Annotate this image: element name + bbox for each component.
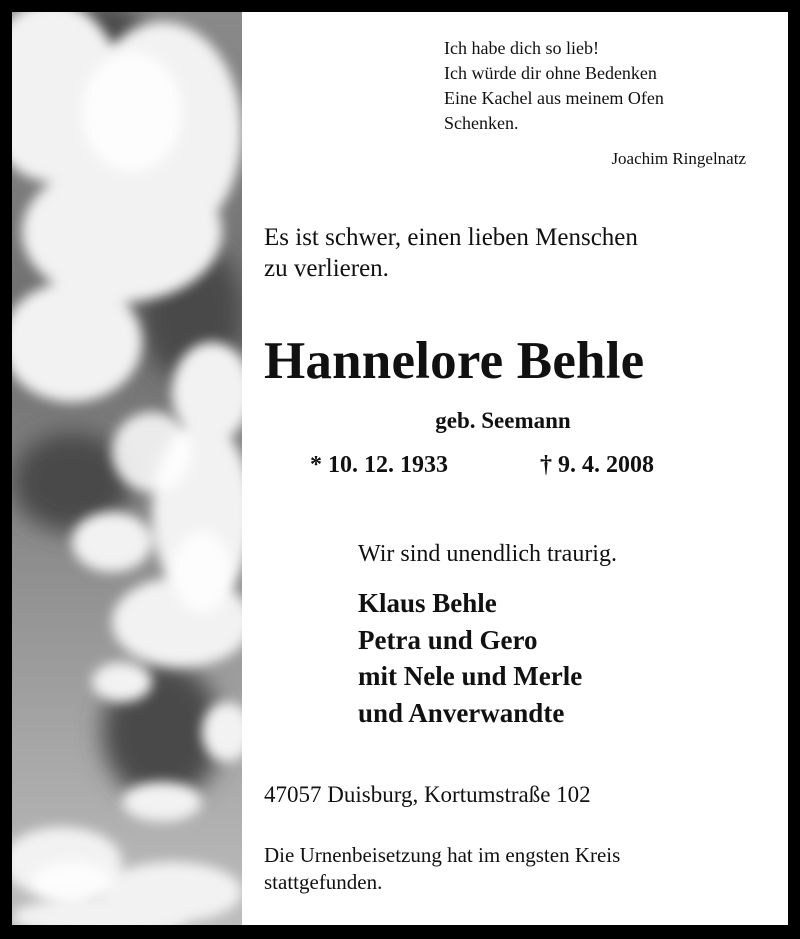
poem [444,36,764,136]
death-date: † 9. 4. 2008 [540,452,654,478]
poem-line: Eine Kachel aus meinem Ofen [444,88,664,108]
notice-line: Die Urnenbeisetzung hat im engsten Kreis [264,843,621,867]
poem-line: Schenken. [444,113,519,133]
poem-author: Joachim Ringelnatz [611,149,746,168]
deceased-name: Hannelore Behle [264,332,645,390]
intro-line: Es ist schwer, einen lieben Menschen [264,224,638,251]
poem-line: Ich habe dich so lieb! [444,38,599,58]
mourning-statement: Wir sind unendlich traurig. [358,541,617,567]
poem-line: Ich würde dir ohne Bedenken [444,63,657,83]
address: 47057 Duisburg, Kortumstraße 102 [264,782,591,807]
birth-date: * 10. 12. 1933 [310,452,448,478]
burial-notice [264,842,764,896]
family-member: Klaus Behle [358,588,497,618]
notice-line: stattgefunden. [264,870,383,894]
family-list [358,585,582,731]
intro-line: zu verlieren. [264,255,389,282]
intro-text [264,222,764,284]
cloud-sky-image [12,12,242,925]
family-member: mit Nele und Merle [358,661,583,691]
family-member: und Anverwandte [358,697,565,728]
family-member: Petra und Gero [358,624,538,655]
maiden-name: geb. Seemann [435,408,571,433]
